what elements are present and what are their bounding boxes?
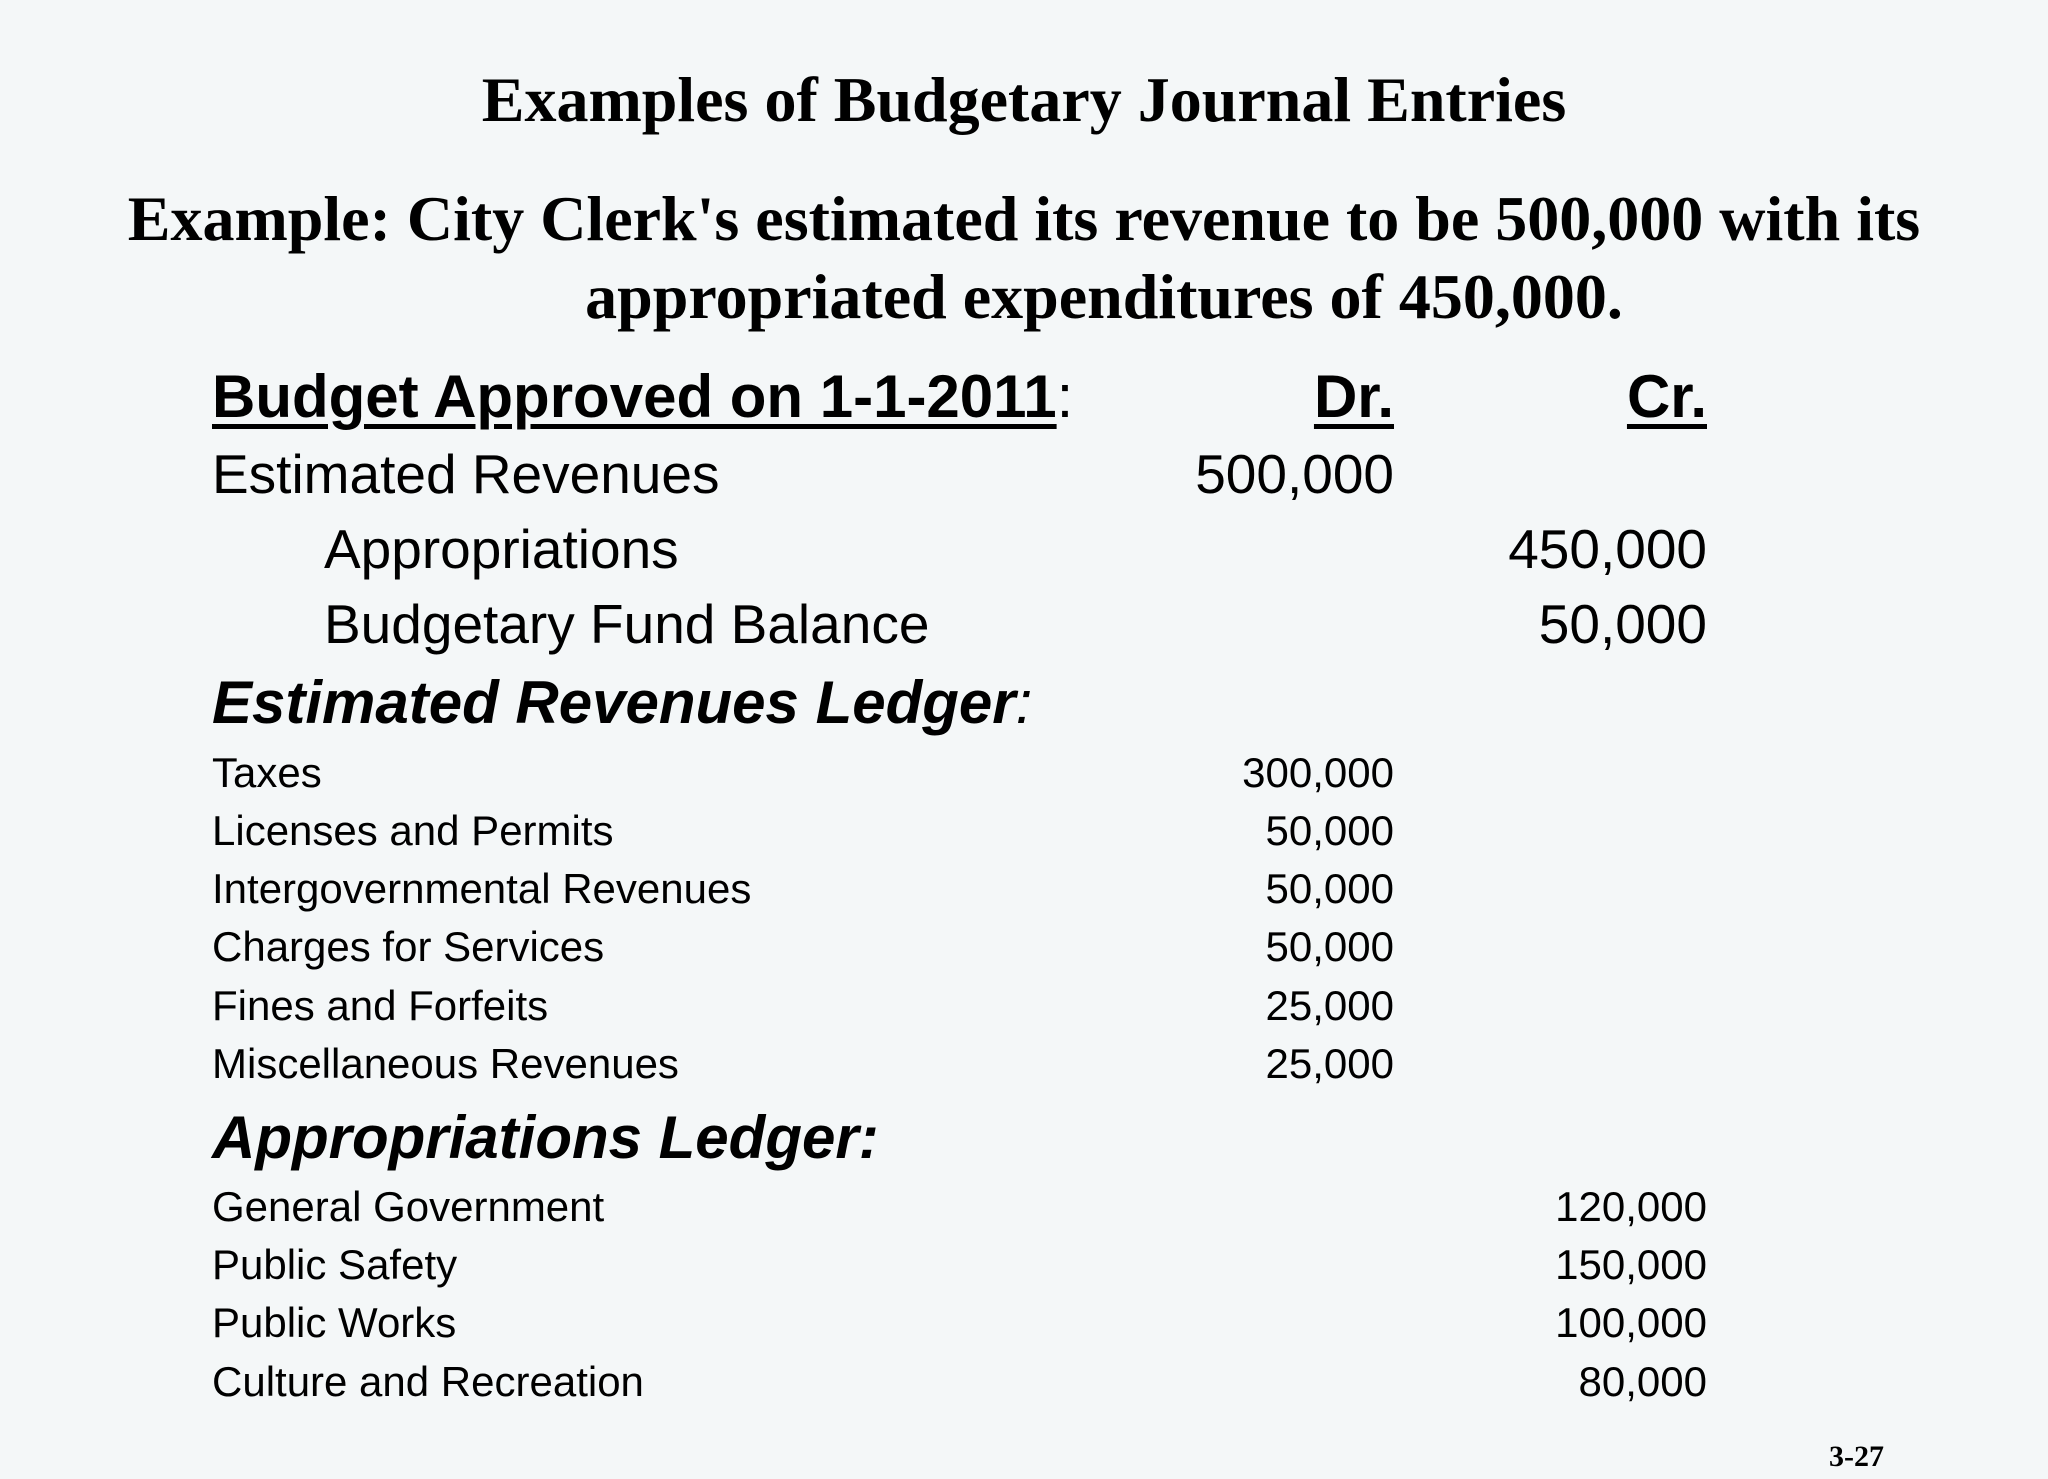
ledger-row — [212, 1357, 1707, 1407]
credit-column-header: Cr. — [1626, 363, 1707, 430]
journal-credit-amount: 50,000 — [1538, 593, 1707, 655]
ledger-item-name: General Government — [212, 1183, 605, 1230]
ledger-row — [212, 1039, 1707, 1089]
ledger-item-name: Fines and Forfeits — [212, 982, 549, 1029]
revenues-ledger-heading-text: Estimated Revenues Ledger — [212, 669, 1016, 736]
ledger-item-amount: 120,000 — [1555, 1183, 1707, 1230]
ledger-row — [212, 806, 1707, 856]
appropriations-ledger-heading-row — [212, 1103, 1707, 1173]
ledger-row — [212, 981, 1707, 1031]
slide-title: Examples of Budgetary Journal Entries — [481, 64, 1567, 135]
example-line-1: Example: City Clerk's estimated its revenue to be 500,000 with its — [127, 183, 1921, 254]
ledger-item-amount: 100,000 — [1555, 1299, 1707, 1346]
ledger-item-name: Public Works — [212, 1299, 457, 1346]
example-line-2: appropriated expenditures of 450,000. — [585, 261, 1623, 332]
ledger-item-amount: 80,000 — [1578, 1358, 1707, 1405]
ledger-item-amount: 50,000 — [1265, 923, 1394, 970]
journal-entry-row — [212, 592, 1707, 656]
journal-account: Budgetary Fund Balance — [324, 593, 930, 655]
ledger-row — [212, 1240, 1707, 1290]
journal-credit-amount: 450,000 — [1508, 518, 1707, 580]
page-number: 3-27 — [1829, 1440, 1884, 1473]
journal-debit-amount: 500,000 — [1195, 443, 1394, 505]
journal-heading — [212, 362, 1073, 432]
journal-heading-text: Budget Approved on 1-1-2011 — [212, 363, 1057, 430]
journal-heading-colon: : — [1056, 363, 1074, 430]
ledger-item-name: Taxes — [212, 749, 322, 796]
ledger-item-amount: 50,000 — [1265, 865, 1394, 912]
ledger-item-amount: 300,000 — [1242, 749, 1394, 796]
ledger-item-amount: 150,000 — [1555, 1241, 1707, 1288]
debit-column-header: Dr. — [1313, 363, 1394, 430]
journal-header-row — [212, 362, 1707, 432]
ledger-row — [212, 864, 1707, 914]
revenues-ledger-heading-colon: : — [1015, 669, 1033, 736]
revenues-ledger-heading — [212, 668, 1032, 738]
example-statement — [0, 180, 2048, 336]
ledger-row — [212, 922, 1707, 972]
journal-account: Appropriations — [324, 518, 679, 580]
ledger-row — [212, 748, 1707, 798]
journal-account: Estimated Revenues — [212, 443, 720, 505]
ledger-item-amount: 50,000 — [1265, 807, 1394, 854]
ledger-item-name: Public Safety — [212, 1241, 458, 1288]
appropriations-ledger-heading: Appropriations Ledger: — [212, 1104, 879, 1171]
ledger-item-name: Culture and Recreation — [212, 1358, 644, 1405]
ledger-item-name: Charges for Services — [212, 923, 605, 970]
journal-entry-row — [212, 517, 1707, 581]
ledger-row — [212, 1298, 1707, 1348]
ledger-item-name: Miscellaneous Revenues — [212, 1040, 679, 1087]
ledger-item-amount: 25,000 — [1265, 1040, 1394, 1087]
ledger-row — [212, 1182, 1707, 1232]
revenues-ledger-heading-row — [212, 668, 1707, 738]
journal-entry-row — [212, 442, 1707, 506]
ledger-item-name: Intergovernmental Revenues — [212, 865, 752, 912]
ledger-item-name: Licenses and Permits — [212, 807, 614, 854]
ledger-item-amount: 25,000 — [1265, 982, 1394, 1029]
